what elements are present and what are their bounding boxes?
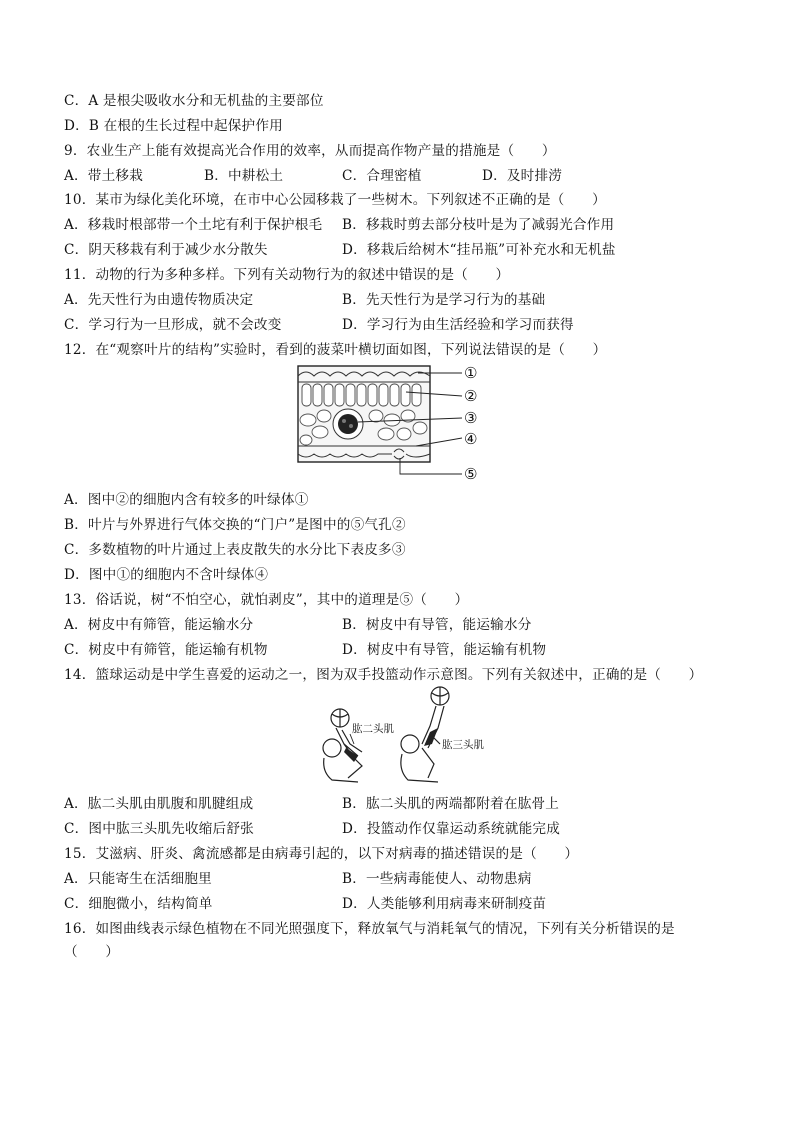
q15-option-d: D．人类能够利用病毒来研制疫苗 [342, 896, 547, 912]
q9-option-a: A．带土移栽 [64, 168, 143, 184]
question-11: 11．动物的行为多种多样。下列有关动物行为的叙述中错误的是（ ） [64, 267, 510, 283]
q11-option-b: B．先天性行为是学习行为的基础 [342, 292, 546, 308]
question-9: 9．农业生产上能有效提高光合作用的效率，从而提高作物产量的措施是（ ） [64, 143, 556, 159]
q14-option-d: D．投篮动作仅靠运动系统就能完成 [342, 821, 561, 837]
q13-option-d: D．树皮中有导管，能运输有机物 [342, 642, 547, 658]
q11-option-d: D．学习行为由生活经验和学习而获得 [342, 317, 574, 333]
q8-option-c: C．A 是根尖吸收水分和无机盐的主要部位 [64, 93, 324, 109]
question-15: 15．艾滋病、肝炎、禽流感都是由病毒引起的，以下对病毒的描述错误的是（ ） [64, 846, 579, 862]
q13-option-c: C．树皮中有筛管，能运输有机物 [64, 642, 268, 658]
question-16-paren: （ ） [64, 944, 120, 960]
q11-option-a: A．先天性行为由遗传物质决定 [64, 292, 254, 308]
q10-option-a: A．移栽时根部带一个土坨有利于保护根毛 [64, 217, 323, 233]
q12-option-b: B．叶片与外界进行气体交换的“门户”是图中的⑤气孔② [64, 517, 406, 533]
q11-option-c: C．学习行为一旦形成，就不会改变 [64, 317, 282, 333]
q13-option-a: A．树皮中有筛管，能运输水分 [64, 617, 254, 633]
leaf-label-4: ④ [464, 430, 478, 448]
question-14: 14．篮球运动是中学生喜爱的运动之一，图为双手投篮动作示意图。下列有关叙述中，正确的是（ ） [64, 667, 703, 683]
leaf-label-3: ③ [464, 409, 478, 427]
question-13: 13．俗话说，树“不怕空心，就怕剥皮”，其中的道理是⑤（ ） [64, 592, 469, 608]
q14-option-a: A．肱二头肌由肌腹和肌腱组成 [64, 796, 254, 812]
leaf-label-1: ① [464, 364, 478, 382]
q9-option-c: C．合理密植 [342, 168, 422, 184]
q13-option-b: B．树皮中有导管，能运输水分 [342, 617, 532, 633]
q10-option-c: C．阴天移栽有利于减少水分散失 [64, 242, 268, 258]
q10-option-d: D．移栽后给树木“挂吊瓶”可补充水和无机盐 [342, 242, 616, 258]
q10-option-b: B．移栽时剪去部分枝叶是为了减弱光合作用 [342, 217, 615, 233]
basketball-shooting-figure [318, 686, 496, 784]
leaf-label-5: ⑤ [464, 465, 478, 483]
q9-option-d: D．及时排涝 [482, 168, 563, 184]
question-10: 10．某市为绿化美化环境，在市中心公园移栽了一些树木。下列叙述不正确的是（ ） [64, 192, 606, 208]
q12-option-d: D．图中①的细胞内不含叶绿体④ [64, 567, 269, 583]
question-16: 16．如图曲线表示绿色植物在不同光照强度下，释放氧气与消耗氧气的情况，下列有关分析错误的是 [64, 921, 675, 937]
q14-option-b: B．肱二头肌的两端都附着在肱骨上 [342, 796, 560, 812]
q8-option-d: D．B 在根的生长过程中起保护作用 [64, 118, 283, 134]
q15-option-a: A．只能寄生在活细胞里 [64, 871, 212, 887]
triceps-label: 肱三头肌 [442, 739, 484, 751]
q14-option-c: C．图中肱三头肌先收缩后舒张 [64, 821, 254, 837]
q12-option-c: C．多数植物的叶片通过上表皮散失的水分比下表皮多③ [64, 542, 406, 558]
q9-option-b: B．中耕松土 [204, 168, 284, 184]
q12-option-a: A．图中②的细胞内含有较多的叶绿体① [64, 492, 309, 508]
leaf-cross-section-figure [296, 362, 492, 484]
leaf-label-2: ② [464, 387, 478, 405]
q15-option-c: C．细胞微小，结构简单 [64, 896, 213, 912]
question-12: 12．在“观察叶片的结构”实验时，看到的菠菜叶横切面如图，下列说法错误的是（ ） [64, 342, 607, 358]
biceps-label: 肱二头肌 [352, 723, 394, 735]
q15-option-b: B．一些病毒能使人、动物患病 [342, 871, 532, 887]
